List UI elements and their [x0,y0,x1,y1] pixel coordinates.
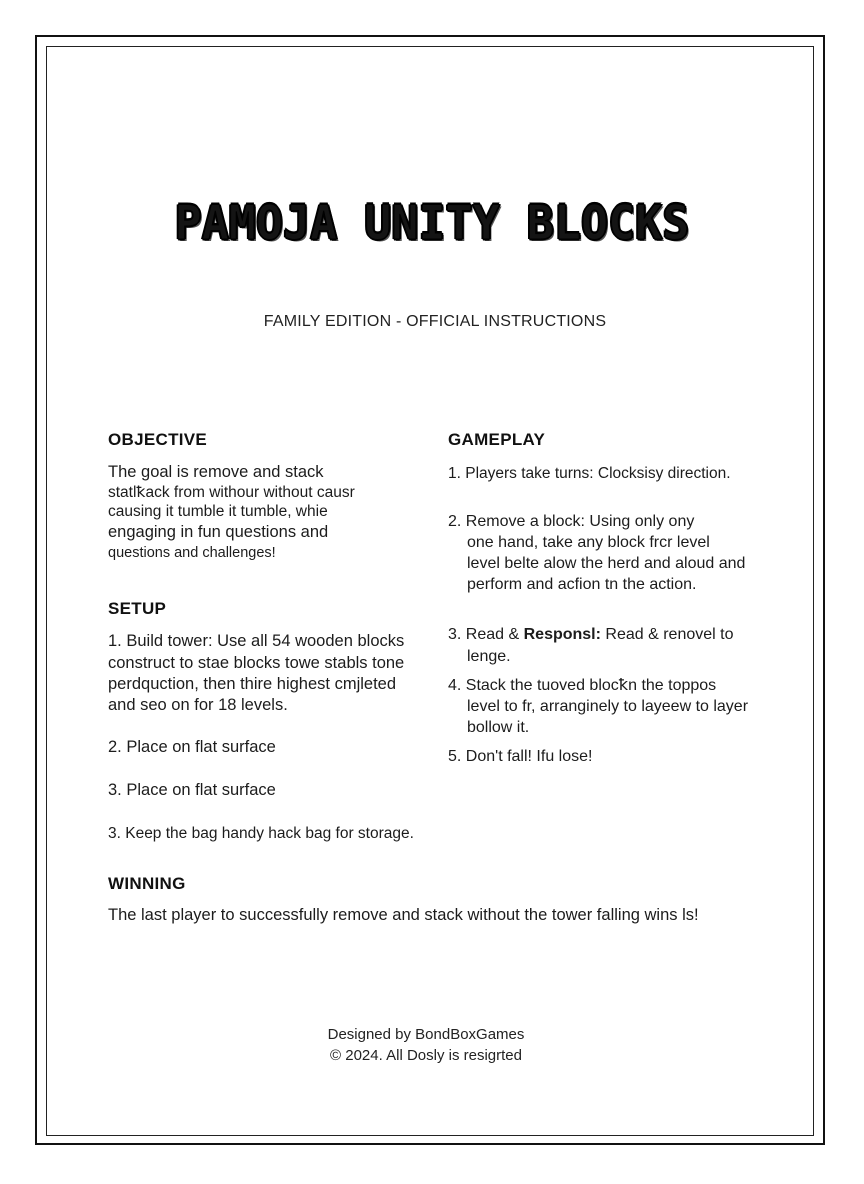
objective-line: The goal is remove and stack [108,463,324,481]
setup-line: 1. Build tower: Use all 54 wooden blocks [108,632,405,650]
gameplay-item-3-rest: Read & renovel to [600,626,734,643]
objective-line: engaging in fun questions and [108,523,329,541]
gameplay-item-5: 5. Don't fall! Ifu lose! [448,748,593,765]
gameplay-line: bollow it. [467,719,530,736]
setup-line: construct to stae blocks towe stabls tone [108,654,405,672]
gameplay-item-3-bold: Responsl: [523,626,601,643]
gameplay-item-1: 1. Players take turns: Clocksisy direction. [448,465,731,482]
gameplay-item-3-prefix: 3. Read & [448,626,524,643]
gameplay-line: 2. Remove a block: Using only ony [448,513,695,530]
gameplay-line [448,624,733,645]
setup-line: perdqu​ction, then thire highest cmjleted [108,675,397,693]
winning-text: The last player to successfully remove and stack without the tower falling wins ls! [108,906,699,924]
setup-item-2: 2. Place on flat surface [108,738,276,756]
footer-credit: Designed by BondBoxGames [327,1026,525,1043]
gameplay-line: one hand, take any block frcr level [467,534,710,551]
subtitle: FAMILY EDITION - OFFICIAL INSTRUCTIONS [263,313,607,330]
game-title: PAMOJA UNITY BLOCKS [174,194,690,251]
gameplay-line: level to fr, arranginely to layeew to layer [467,698,749,715]
gameplay-heading: GAMEPLAY [448,430,546,449]
gameplay-line: perform and acfion tn the action. [467,576,697,593]
winning-heading: WINNING [108,874,186,893]
setup-item-3: 3. Place on flat surface [108,781,276,799]
gameplay-line: level belte alow the herd and aloud and [467,555,746,572]
objective-line: causing it tumble it tumble, whie [108,503,328,520]
setup-line: and seo on for 18 levels. [108,696,288,714]
objective-heading: OBJECTIVE [108,430,208,449]
objective-line: statlꝁack from withour without causr [108,484,355,501]
objective-line: questions and challenges! [108,545,276,561]
gameplay-line: lenge. [467,648,511,665]
gameplay-line: 4. Stack the tuoved blocꝁn the toppos [448,677,717,694]
setup-item-4: 3. Keep the bag handy hack bag for storage. [108,825,414,842]
footer-copyright: © 2024. All Dosly is resigrted [330,1047,522,1064]
setup-heading: SETUP [108,599,167,618]
